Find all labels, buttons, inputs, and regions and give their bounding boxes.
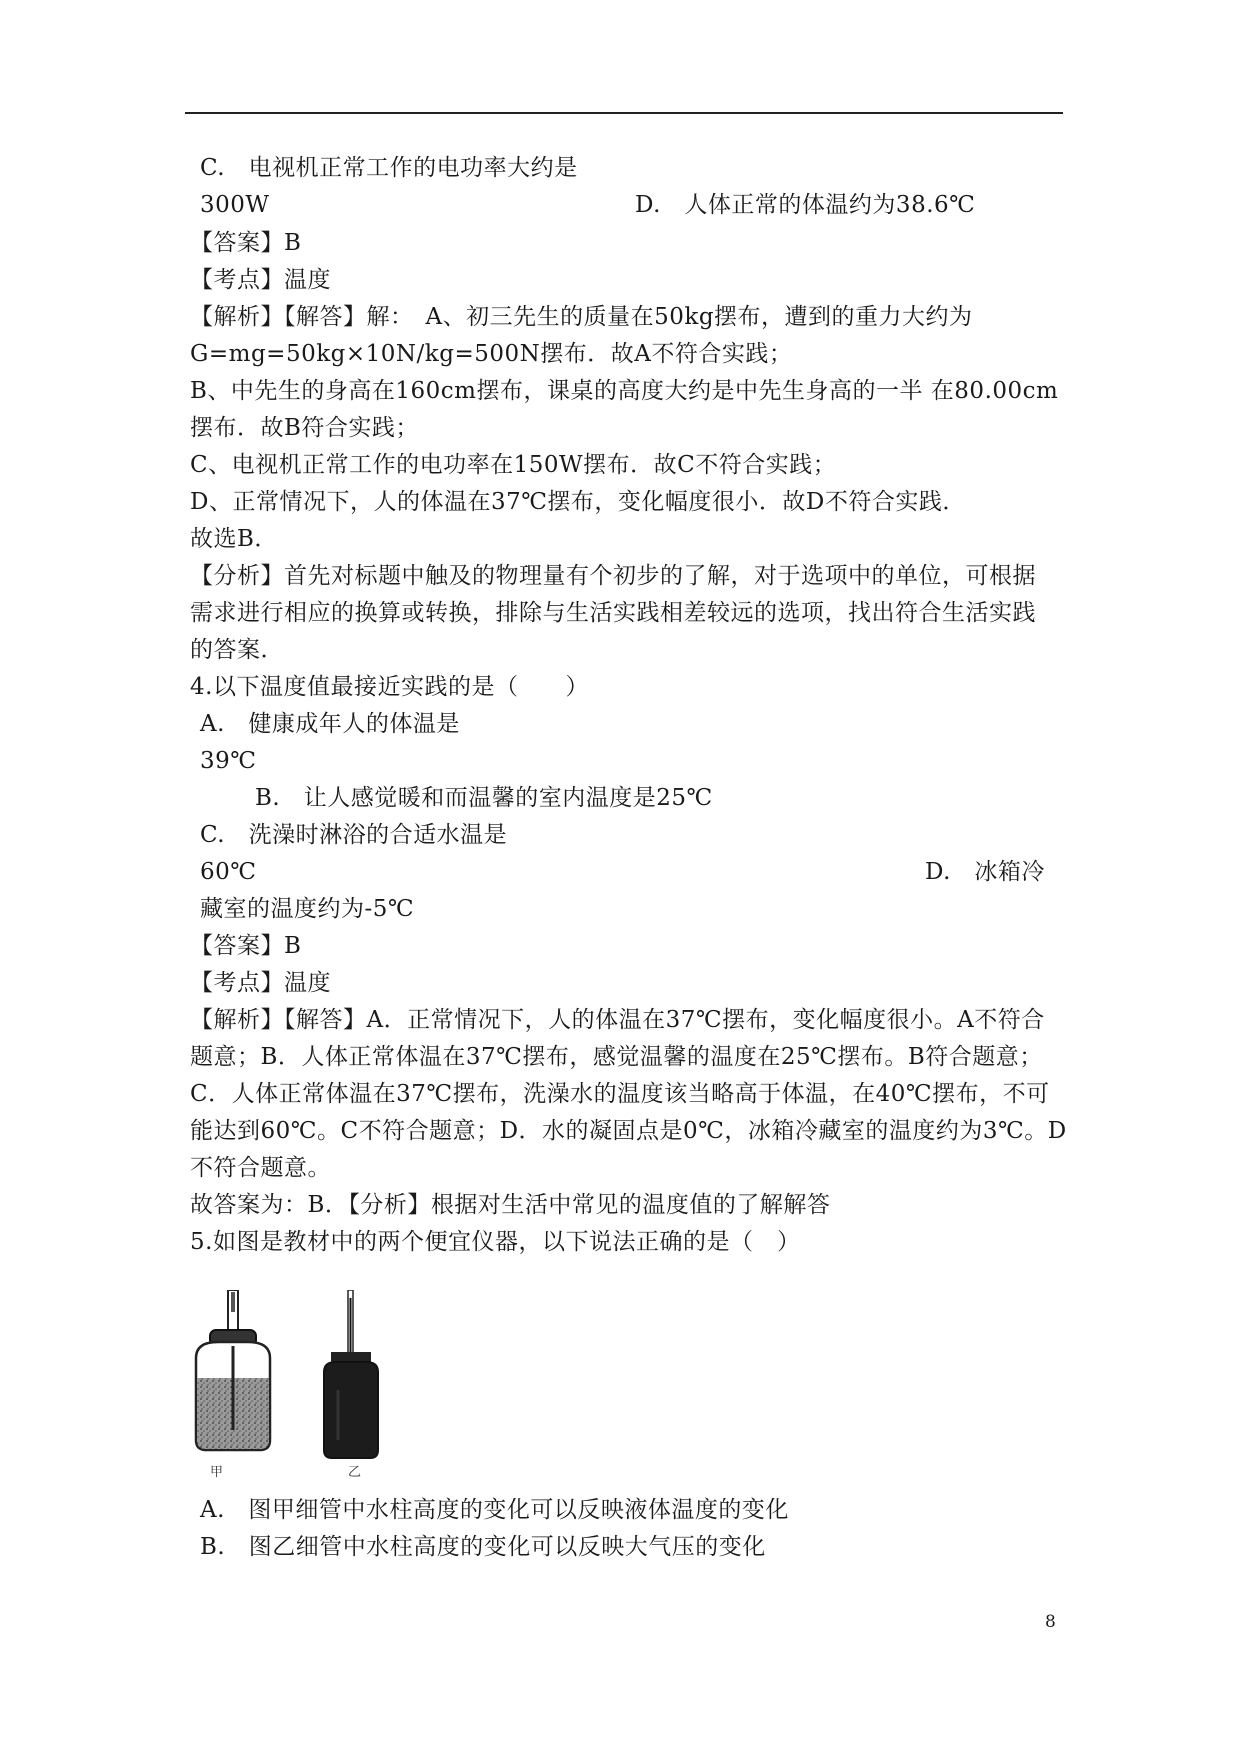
q3-option-c-value: 300W	[200, 192, 270, 218]
q4-option-c-value: 60℃	[200, 859, 257, 885]
q4-jiexi-line: 【解析】【解答】A．正常情况下，人的体温在37℃摆布，变化幅度很小。A不符合	[190, 1007, 1045, 1033]
q4-jiexi-line: C．人体正常体温在37℃摆布，洗澡水的温度该当略高于体温，在40℃摆布，不可	[190, 1081, 1050, 1107]
instrument-yi	[324, 1290, 378, 1458]
q4-option-c: C. 洗澡时淋浴的合适水温是	[200, 822, 508, 848]
q3-conclusion: 故选B．	[190, 526, 278, 552]
q3-jiexi-line: G=mg=50kg×10N/kg=500N摆布．故A不符合实践；	[190, 341, 793, 367]
q4-jiexi-line: 不符合题意。	[190, 1155, 331, 1181]
q3-fenxi-line: 的答案．	[190, 637, 284, 663]
q4-jiexi-line: 题意；B．人体正常体温在37℃摆布，感觉温馨的温度在25℃摆布。B符合题意；	[190, 1044, 1043, 1070]
q5-option-b: B. 图乙细管中水柱高度的变化可以反映大气压的变化	[200, 1534, 766, 1560]
q3-option-c: C. 电视机正常工作的电功率大约是	[200, 155, 578, 181]
instrument-jia	[196, 1290, 270, 1450]
q3-fenxi-line: 需求进行相应的换算或转换，排除与生活实践相差较远的选项，找出符合生活实践	[190, 600, 1036, 626]
q4-option-d: D. 冰箱冷	[925, 859, 1045, 885]
page-number: 8	[1045, 1612, 1056, 1632]
q3-jiexi-line: 摆布．故B符合实践；	[190, 415, 419, 441]
q4-stem: 4.以下温度值最接近实践的是（ ）	[190, 674, 589, 700]
q5-option-a: A. 图甲细管中水柱高度的变化可以反映液体温度的变化	[200, 1497, 789, 1523]
q3-fenxi-line: 【分析】首先对标题中触及的物理量有个初步的了解，对于选项中的单位，可根据	[190, 563, 1036, 589]
q4-jiexi-line: 能达到60℃。C不符合题意；D．水的凝固点是0℃，冰箱冷藏室的温度约为3℃。D	[190, 1118, 1067, 1144]
q3-jiexi-line: D、正常情况下，人的体温在37℃摆布，变化幅度很小．故D不符合实践．	[190, 489, 966, 515]
header-rule	[185, 112, 1063, 114]
figure-label-yi: 乙	[348, 1465, 362, 1480]
q5-stem: 5.如图是教材中的两个便宜仪器，以下说法正确的是（ ）	[190, 1229, 801, 1255]
q4-option-a-value: 39℃	[200, 748, 257, 774]
q4-option-b: B. 让人感觉暖和而温馨的室内温度是25℃	[255, 785, 713, 811]
q4-answer: 【答案】B	[190, 933, 302, 959]
q4-option-d-cont: 藏室的温度约为-5℃	[200, 896, 415, 922]
q4-option-a: A. 健康成年人的体温是	[200, 711, 460, 737]
q3-kaodian: 【考点】温度	[190, 267, 331, 293]
q3-jiexi-line: B、中先生的身高在160cm摆布，课桌的高度大约是中先生身高的一半 在80.00cm	[190, 378, 1059, 404]
q4-final-answer: 故答案为：B．【分析】根据对生活中常见的温度值的了解解答	[190, 1192, 831, 1218]
q3-jiexi-line: C、电视机正常工作的电功率在150W摆布．故C不符合实践；	[190, 452, 837, 478]
q3-jiexi-line: 【解析】【解答】解： A、初三先生的质量在50kg摆布，遭到的重力大约为	[190, 304, 973, 330]
figure-label-jia: 甲	[210, 1465, 224, 1480]
q3-answer: 【答案】B	[190, 230, 302, 256]
q4-kaodian: 【考点】温度	[190, 970, 331, 996]
instruments-figure	[188, 1290, 428, 1480]
q3-option-d: D. 人体正常的体温约为38.6℃	[635, 192, 976, 218]
